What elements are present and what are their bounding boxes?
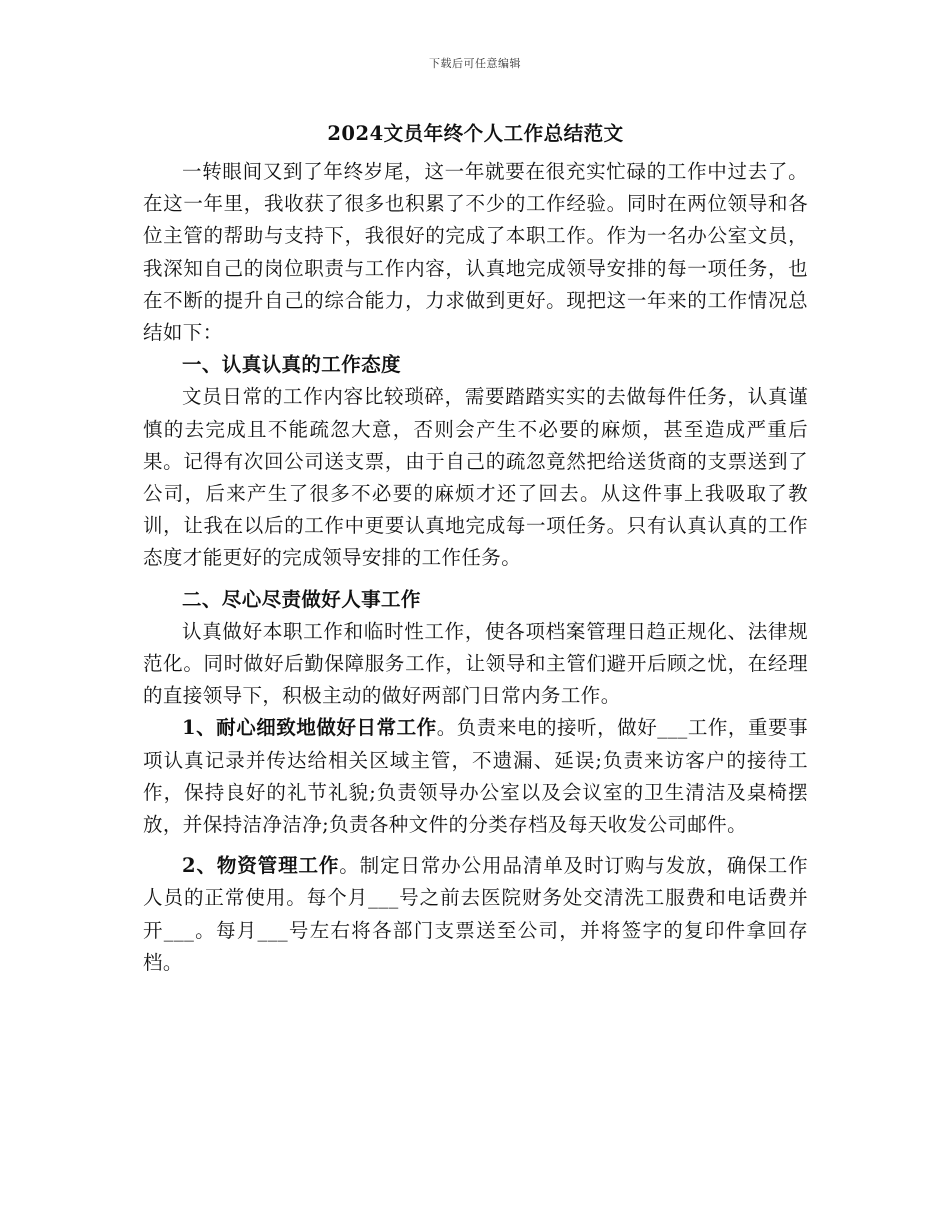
item-2-paragraph [143,850,808,979]
section-2-paragraph: 认真做好本职工作和临时性工作，使各项档案管理日趋正规化、法律规范化。同时做好后勤保障服务工作，让领导和主管们避开后顾之忧，在经理的直接领导下，积极主动的做好两部门日常内务工作。 [143,619,808,708]
document-title: 2024文员年终个人工作总结范文 [327,122,624,145]
item-1-paragraph [143,712,808,841]
section-1-paragraph: 文员日常的工作内容比较琐碎，需要踏踏实实的去做每件任务，认真谨慎的去完成且不能疏忽大意，否则会产生不必要的麻烦，甚至造成严重后果。记得有次回公司送支票，由于自己的疏忽竟然把给送货商的支票送到了公司，后来产生了很多不必要的麻烦才还了回去。从这件事上我吸取了教训，让我在以后的工作中更要认真地完成每一项任务。只有认真认真的工作态度才能更好的完成领导安排的工作任务。 [143,385,808,570]
item-2-lead: 2、物资管理工作 [182,854,340,878]
document-body [143,118,808,979]
intro-paragraph: 一转眼间又到了年终岁尾，这一年就要在很充实忙碌的工作中过去了。在这一年里，我收获了很多也积累了不少的工作经验。同时在两位领导和各位主管的帮助与支持下，我很好的完成了本职工作。作为一名办公室文员，我深知自己的岗位职责与工作内容，认真地完成领导安排的每一项任务，也在不断的提升自己的综合能力，力求做到更好。现把这一年来的工作情况总结如下： [143,160,808,345]
section-2-heading: 二、尽心尽责做好人事工作 [182,587,421,611]
header-note: 下载后可任意编辑 [429,57,521,70]
item-1-lead: 1、耐心细致地做好日常工作 [182,716,437,740]
section-1-heading: 一、认真认真的工作态度 [182,353,401,377]
item-2-text: 。制定日常办公用品清单及时订购与发放，确保工作人员的正常使用。每个月___号之前去医院财务处交清洗工服费和电话费并开___。每月___号左右将各部门支票送至公司，并将签字的复印件拿回存档。 [143,854,808,974]
item-1-text: 。负责来电的接听，做好___工作，重要事项认真记录并传达给相关区域主管，不遗漏、延误;负责来访客户的接待工作，保持良好的礼节礼貌;负责领导办公室以及会议室的卫生清洁及桌椅摆放，并保持洁净洁净;负责各种文件的分类存档及每天收发公司邮件。 [143,716,808,837]
